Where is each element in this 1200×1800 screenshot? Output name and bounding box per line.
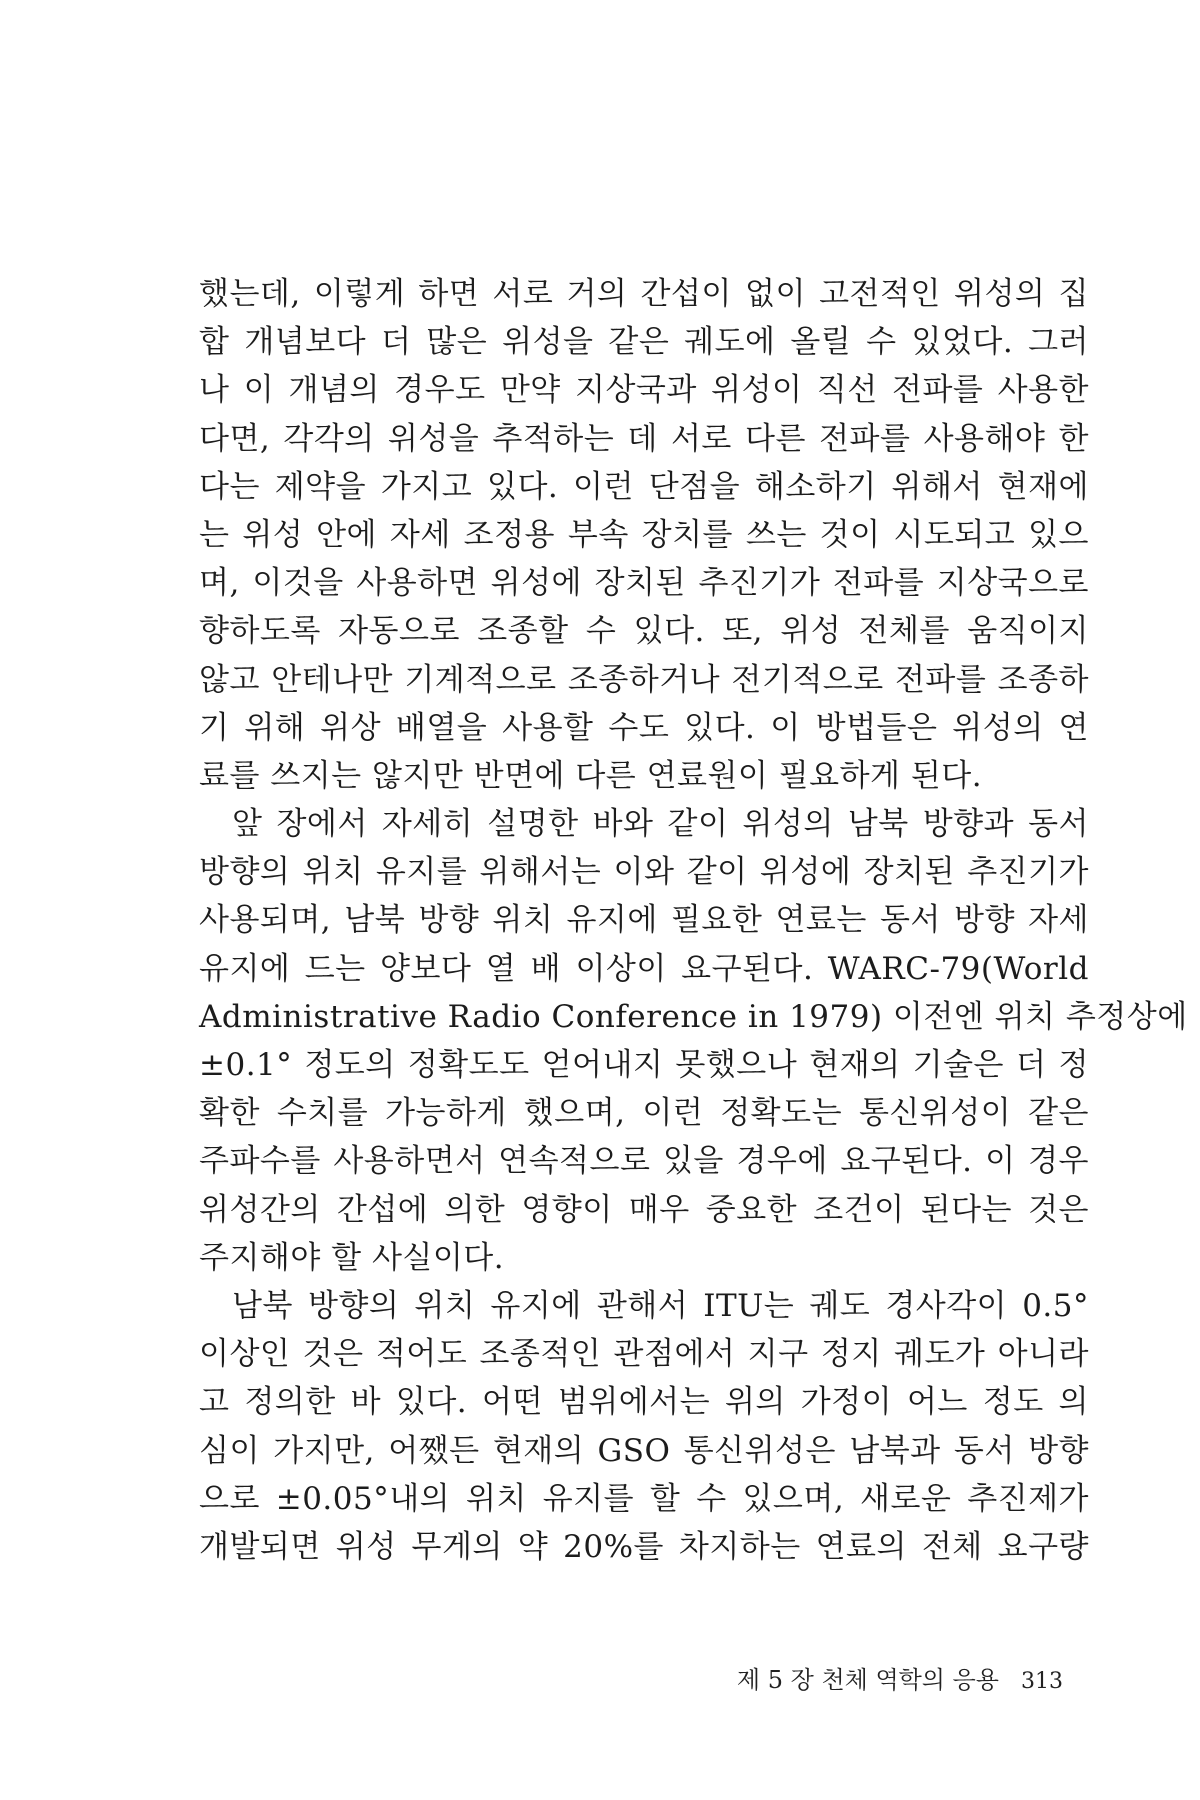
text-line: 나 이 개념의 경우도 만약 지상국과 위성이 직선 전파를 사용한 xyxy=(199,372,1089,409)
text-line: 방향의 위치 유지를 위해서는 이와 같이 위성에 장치된 추진기가 xyxy=(199,854,1089,891)
page-footer xyxy=(737,1660,1063,1695)
text-line: 사용되며, 남북 방향 위치 유지에 필요한 연료는 동서 방향 자세 xyxy=(199,902,1089,939)
text-line: 위성간의 간섭에 의한 영향이 매우 중요한 조건이 된다는 것은 xyxy=(199,1191,1089,1228)
text-line: 앞 장에서 자세히 설명한 바와 같이 위성의 남북 방향과 동서 xyxy=(232,806,1089,843)
body-text xyxy=(199,270,1188,1571)
text-line: 유지에 드는 양보다 열 배 이상이 요구된다. WARC-79(World xyxy=(199,950,1089,987)
text-line: 주지해야 할 사실이다. xyxy=(199,1239,505,1276)
chapter-title: 제 5 장 천체 역학의 응용 xyxy=(736,1666,999,1694)
text-line: ±0.1° 정도의 정확도도 얻어내지 못했으나 현재의 기술은 더 정 xyxy=(199,1047,1089,1083)
text-line: Administrative Radio Conference in 1979) 이전엔 위치 추정상에 xyxy=(199,998,1188,1035)
text-line: 개발되면 위성 무게의 약 20%를 차지하는 연료의 전체 요구량 xyxy=(199,1528,1089,1565)
text-line: 주파수를 사용하면서 연속적으로 있을 경우에 요구된다. 이 경우 xyxy=(199,1143,1089,1180)
text-line: 으로 ±0.05°내의 위치 유지를 할 수 있으며, 새로운 추진제가 xyxy=(199,1480,1089,1517)
text-line: 다면, 각각의 위성을 추적하는 데 서로 다른 전파를 사용해야 한 xyxy=(199,420,1089,457)
text-line: 료를 쓰지는 않지만 반면에 다른 연료원이 필요하게 된다. xyxy=(199,757,983,794)
text-line: 이상인 것은 적어도 조종적인 관점에서 지구 정지 궤도가 아니라 xyxy=(199,1336,1089,1373)
text-line: 남북 방향의 위치 유지에 관해서 ITU는 궤도 경사각이 0.5° xyxy=(232,1287,1089,1324)
text-line: 다는 제약을 가지고 있다. 이런 단점을 해소하기 위해서 현재에 xyxy=(199,468,1089,505)
text-line: 합 개념보다 더 많은 위성을 같은 궤도에 올릴 수 있었다. 그러 xyxy=(199,324,1089,361)
text-line: 했는데, 이렇게 하면 서로 거의 간섭이 없이 고전적인 위성의 집 xyxy=(199,276,1089,312)
text-line: 기 위해 위상 배열을 사용할 수도 있다. 이 방법들은 위성의 연 xyxy=(199,709,1089,746)
text-line: 심이 가지만, 어쨌든 현재의 GSO 통신위성은 남북과 동서 방향 xyxy=(199,1432,1089,1469)
text-line: 않고 안테나만 기계적으로 조종하거나 전기적으로 전파를 조종하 xyxy=(199,661,1089,698)
text-line: 고 정의한 바 있다. 어떤 범위에서는 위의 가정이 어느 정도 의 xyxy=(199,1384,1089,1421)
text-line: 확한 수치를 가능하게 했으며, 이런 정확도는 통신위성이 같은 xyxy=(199,1095,1089,1132)
text-line: 며, 이것을 사용하면 위성에 장치된 추진기가 전파를 지상국으로 xyxy=(199,565,1089,602)
page-number: 313 xyxy=(1021,1669,1063,1694)
text-line: 는 위성 안에 자세 조정용 부속 장치를 쓰는 것이 시도되고 있으 xyxy=(199,516,1089,553)
text-line: 향하도록 자동으로 조종할 수 있다. 또, 위성 전체를 움직이지 xyxy=(199,613,1089,650)
